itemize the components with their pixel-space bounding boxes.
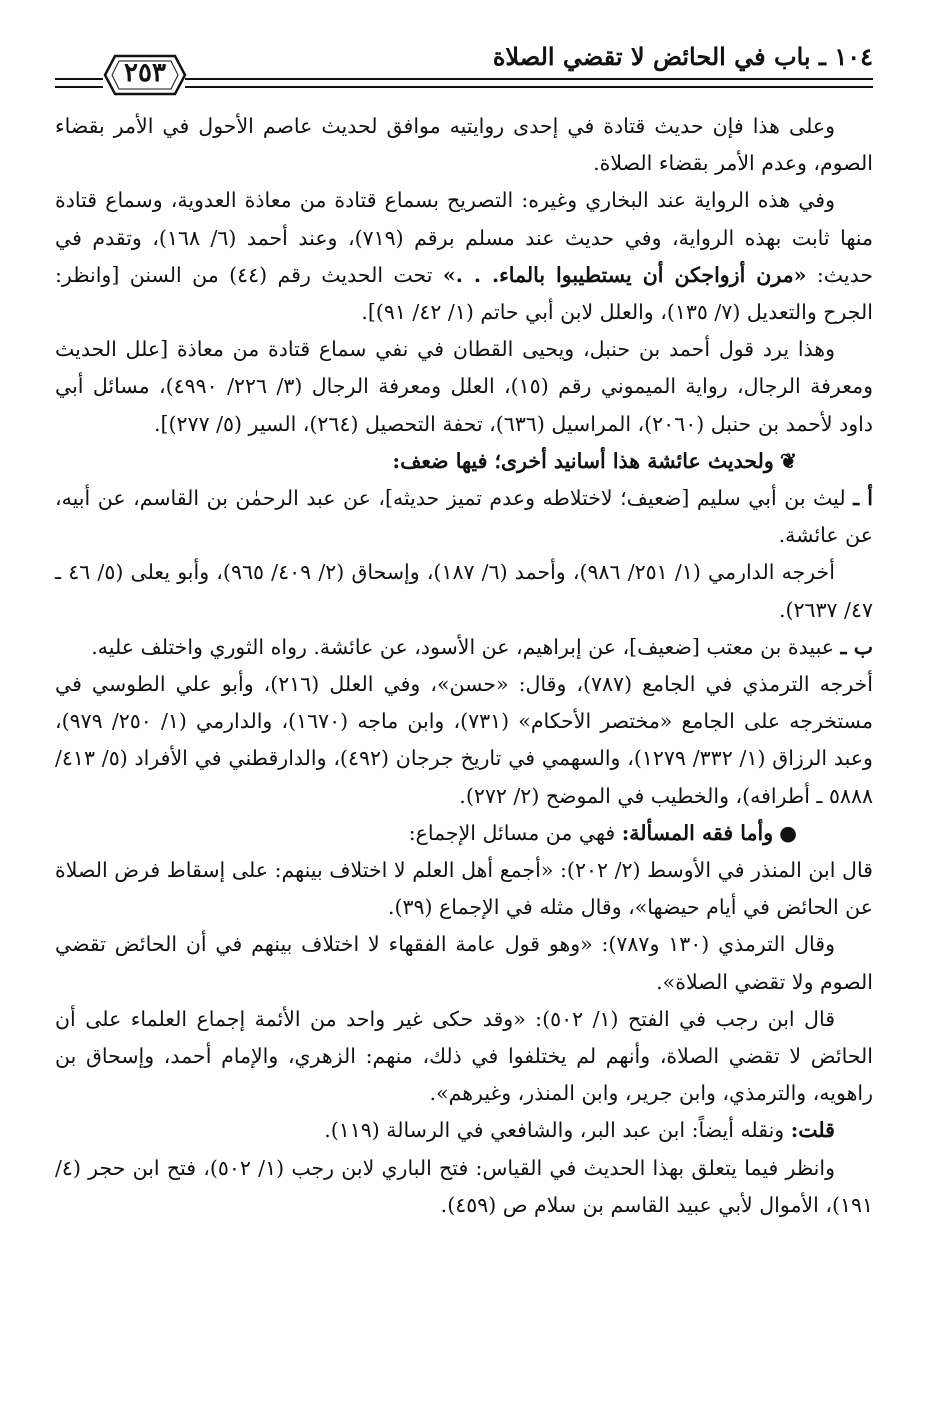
section-heading-text: ولحديث عائشة هذا أسانيد أخرى؛ فيها ضعف:	[392, 448, 774, 473]
header-rule-left	[55, 78, 103, 88]
paragraph-10: قال ابن المنذر في الأوسط (٢/ ٢٠٢): «أجمع أهل العلم لا اختلاف بينهم: على إسقاط فرض الصلاة عن الحائض في أيام حيضها»، وقال مثله في الإجماع (٣٩).	[55, 858, 873, 920]
page-header	[55, 38, 873, 108]
paragraph-1: وعلى هذا فإن حديث قتادة في إحدى روايتيه موافق لحديث عاصم الأحول في الأمر بقضاء الصوم، وعدم الأمر بقضاء الصلاة.	[55, 114, 873, 176]
paragraph-12: قال ابن رجب في الفتح (١/ ٥٠٢): «وقد حكى غير واحد من الأئمة إجماع العلماء على أن الحائض لا تقضي الصلاة، وأنهم لم يختلفوا في ذلك، منهم: الزهري، والإمام أحمد، وإسحاق بن راهويه، والترمذي، وابن جرير، وابن المنذر، وغيرهم».	[55, 1006, 873, 1106]
hadith-quote: «مرن أزواجكن أن يستطيبوا بالماء. . .»	[442, 262, 807, 287]
paragraph-2-part-b: تحت الحديث رقم (٤٤) من السنن [وانظر: الجرح والتعديل (٧/ ١٣٥)، والعلل لابن أبي حاتم (١/ ٤٢/ ٩١)].	[55, 262, 873, 325]
fiqh-heading-rest: فهي من مسائل الإجماع:	[408, 820, 622, 845]
page-number: ٢٥٣	[124, 58, 166, 88]
paragraph-13-text: ونقله أيضاً: ابن عبد البر، والشافعي في الرسالة (١١٩).	[324, 1118, 791, 1143]
paragraph-ba	[55, 629, 873, 666]
paragraph-11: وقال الترمذي (١٣٠ و٧٨٧): «وهو قول عامة الفقهاء لا اختلاف بينهم في أن الحائض تقضي الصوم ولا تقضي الصلاة».	[55, 932, 873, 994]
body-text	[55, 108, 873, 1224]
page-number-badge	[103, 52, 187, 98]
paragraph-alif-text: ليث بن أبي سليم [ضعيف؛ لاختلاطه وعدم تميز حديثه]، عن عبد الرحمٰن بن القاسم، عن أبيه، عن عائشة.	[55, 486, 873, 548]
leaf-icon: ❦	[779, 448, 797, 473]
paragraph-2	[55, 182, 873, 331]
paragraph-ba-text: عبيدة بن معتب [ضعيف]، عن إبراهيم، عن الأسود، عن عائشة. رواه الثوري واختلف عليه.	[91, 634, 835, 659]
fiqh-heading	[55, 815, 873, 852]
chapter-title: ١٠٤ ـ باب في الحائض لا تقضي الصلاة	[492, 42, 873, 71]
bullet-icon: ●	[779, 820, 797, 845]
page	[55, 38, 873, 1224]
header-rule	[185, 78, 873, 88]
paragraph-alif	[55, 480, 873, 554]
paragraph-6: أخرجه الدارمي (١/ ٢٥١/ ٩٨٦)، وأحمد (٦/ ١٨٧)، وإسحاق (٢/ ٤٠٩/ ٩٦٥)، وأبو يعلى (٥/ ٤٦ ـ ٤٧/ ٢٦٣٧).	[55, 560, 873, 622]
qultu-label: قلت:	[790, 1118, 835, 1143]
paragraph-2-part-a: وفي هذه الرواية عند البخاري وغيره: التصريح بسماع قتادة من معاذة العدوية، وسماع قتادة منها ثابت بهذه الرواية، وفي حديث عند مسلم برقم (٧١٩)، وعند أحمد (٦/ ١٦٨)، وتقدم في حديث:	[55, 188, 873, 287]
paragraph-13	[55, 1112, 873, 1149]
section-heading	[55, 443, 873, 480]
paragraph-8: أخرجه الترمذي في الجامع (٧٨٧)، وقال: «حسن»، وفي العلل (٢١٦)، وأبو علي الطوسي في مستخرجه على الجامع «مختصر الأحكام» (٧٣١)، وابن ماجه (١٦٧٠)، والدارمي (١/ ٢٥٠/ ٩٧٩)، وعبد الرزاق (١/ ٣٣٢/ ١٢٧٩)، والسهمي في تاريخ جرجان (٤٩٢)، والدارقطني في الأفراد (٥/ ٤١٣/ ٥٨٨٨ ـ أطرافه)، والخطيب في الموضح (٢/ ٢٧٢).	[55, 672, 873, 808]
paragraph-14: وانظر فيما يتعلق بهذا الحديث في القياس: فتح الباري لابن رجب (١/ ٥٠٢)، فتح ابن حجر (٤/ ١٩١)، الأموال لأبي عبيد القاسم بن سلام ص (٤٥٩).	[55, 1155, 873, 1217]
paragraph-3: وهذا يرد قول أحمد بن حنبل، ويحيى القطان في نفي سماع قتادة من معاذة [علل الحديث ومعرفة الرجال، رواية الميموني رقم (١٥)، العلل ومعرفة الرجال (٣/ ٢٢٦/ ٤٩٩٠)، مسائل أبي داود لأحمد بن حنبل (٢٠٦٠)، المراسيل (٦٣٦)، تحفة التحصيل (٢٦٤)، السير (٥/ ٢٧٧)].	[55, 337, 873, 436]
list-label-alif: أ ـ	[853, 486, 873, 511]
list-label-ba: ب ـ	[840, 634, 873, 659]
fiqh-heading-bold: وأما فقه المسألة:	[621, 820, 774, 845]
